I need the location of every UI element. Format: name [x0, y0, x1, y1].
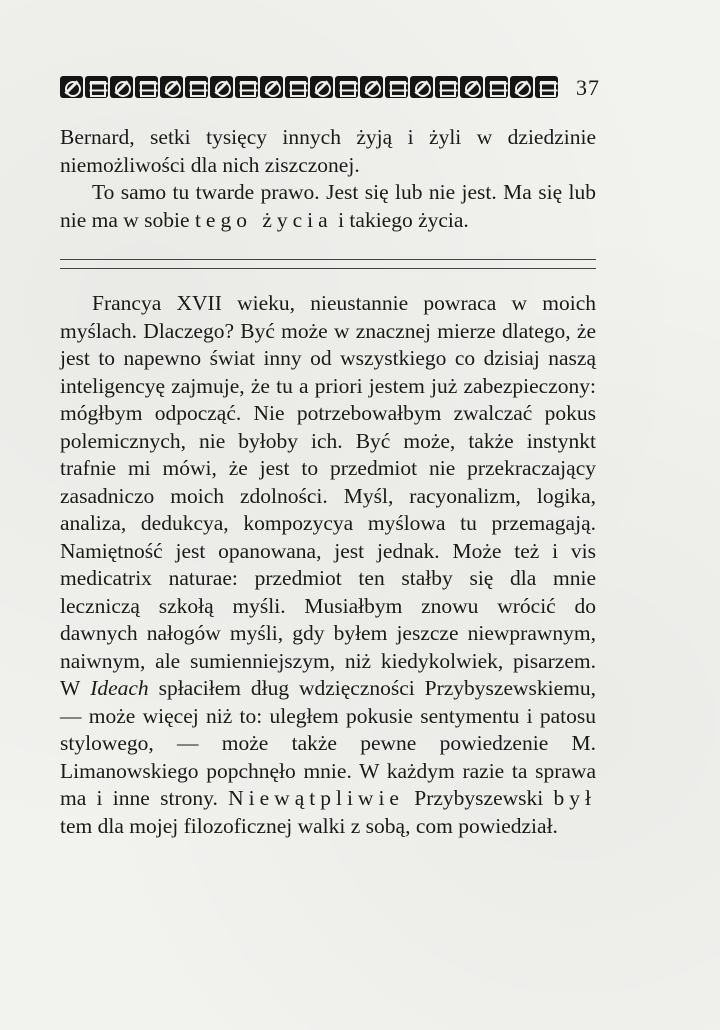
- paragraph-text: spłaciłem dług wdzięczności Przybyszewskiemu, — może więcej niż to: uległem pokusie sentymentu i patosu stylowego, — może także pewne powiedzenie M. Limanowskiego popchnęło mnie. W każdym razie ta sprawa ma i inne strony.: [60, 676, 597, 810]
- ornament-icon: [410, 76, 433, 98]
- paragraph-text: Francya XVII wieku, nieustannie powraca w moich myślach. Dlaczego? Być może w znacznej mierze dlatego, że jest to napewno świat inny od wszystkiego co dzisiaj naszą inteligencyę zajmuje, że tu a priori jestem już zabezpieczony: mógłbym odpocząć. Nie potrzebowałbym zwalczać pokus polemicznych, nie byłoby ich. Być może, także instynkt trafnie mi mówi, że jest to przedmiot nie przekraczający zasadniczo moich zdolności. Myśl, racyonalizm, logika, analiza, dedukcya, kompozycya myślowa tu przemagają. Namiętność jest opanowana, jest jednak. Może też i vis medicatrix naturae: przedmiot ten stałby się dla mnie leczniczą szkołą myśli. Musiałbym znowu wrócić do dawnych nałogów myśli, gdy byłem jeszcze niewprawnym, naiwnym, ale sumienniejszym, niż kiedykolwiek, pisarzem. W: [60, 291, 596, 700]
- divider-line: [60, 259, 596, 260]
- italic-title: Ideach: [90, 676, 149, 700]
- ornament-icon: [435, 76, 458, 98]
- ornament-icon: [335, 76, 358, 98]
- paragraph: [60, 124, 596, 179]
- ornament-icon: [235, 76, 258, 98]
- emphasized-text: tego życia: [194, 207, 333, 232]
- emphasized-text: był: [553, 786, 597, 810]
- running-header: [60, 76, 600, 102]
- paragraph: [60, 290, 596, 840]
- paragraph-text: Przybyszewski: [414, 786, 544, 810]
- text-block-main: [60, 290, 596, 840]
- paragraph-text: To samo tu twarde prawo. Jest się lub nie jest. Ma się lub nie ma w sobie: [60, 180, 596, 232]
- ornament-band-icon: [60, 76, 560, 100]
- ornament-icon: [85, 76, 108, 98]
- ornament-icon: [160, 76, 183, 98]
- ornament-icon: [110, 76, 133, 98]
- ornament-icon: [135, 76, 158, 98]
- ornament-icon: [310, 76, 333, 98]
- ornament-icon: [510, 76, 533, 98]
- ornament-icon: [60, 76, 83, 98]
- ornament-icon: [185, 76, 208, 98]
- page-number: 37: [576, 75, 600, 100]
- ornament-icon: [485, 76, 508, 98]
- ornament-icon: [385, 76, 408, 98]
- ornament-icon: [460, 76, 483, 98]
- paragraph-text: i takiego życia.: [338, 207, 469, 232]
- ornament-icon: [285, 76, 308, 98]
- ornament-icon: [360, 76, 383, 98]
- ornament-icon: [260, 76, 283, 98]
- paragraph-text: tem dla mojej filozoficznej walki z sobą, com powiedział.: [60, 813, 558, 838]
- ornament-icon: [210, 76, 233, 98]
- section-divider: [60, 256, 596, 272]
- divider-line: [60, 268, 596, 269]
- text-block-top: [60, 124, 596, 234]
- ornament-icon: [535, 76, 558, 98]
- paragraph: [60, 179, 596, 234]
- paragraph-text: Bernard, setki tysięcy innych żyją i żyli w dziedzinie niemożliwości dla nich ziszczonej.: [60, 125, 596, 177]
- emphasized-text: Niewątpliwie: [228, 786, 404, 810]
